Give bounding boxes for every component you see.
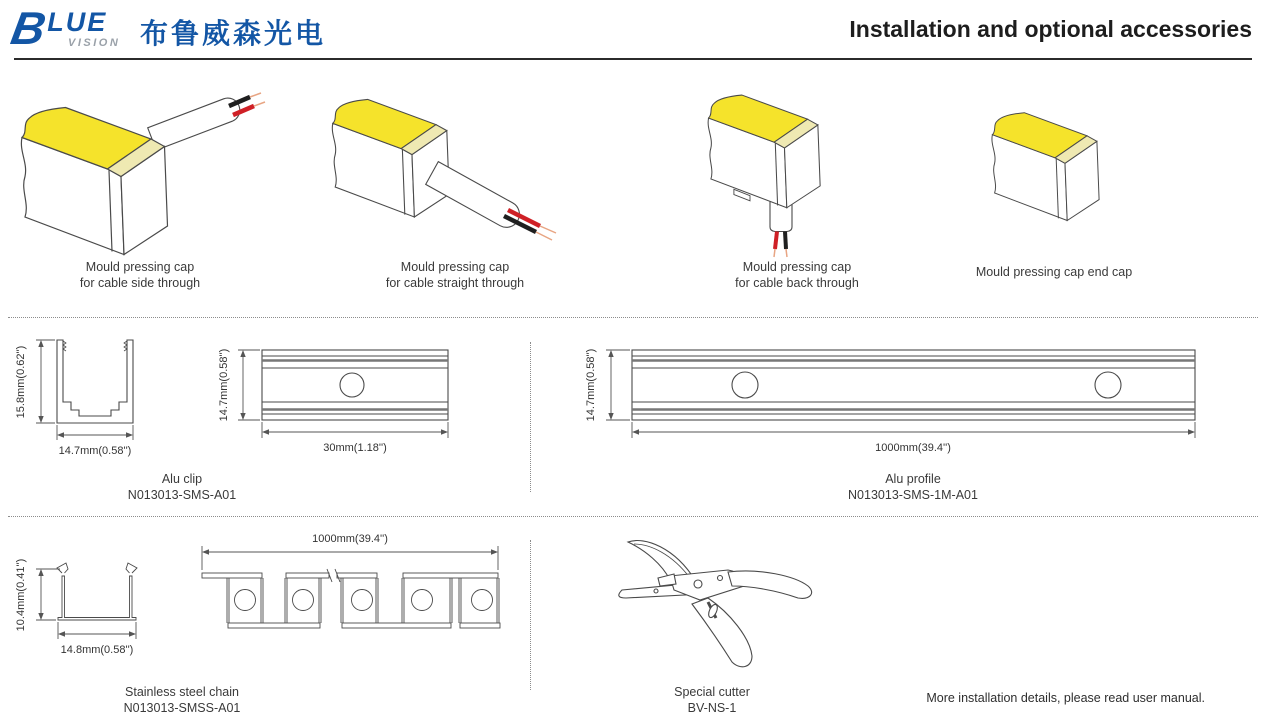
- chain-top-view: [185, 528, 520, 643]
- neon-block: [992, 113, 1099, 221]
- width-dimension: [57, 425, 133, 457]
- caption-alu-profile: Alu profile N013013-SMS-1M-A01: [848, 472, 978, 502]
- clip-width-label: 14.7mm(0.58''): [58, 445, 132, 457]
- cap-straight-through-figure: [320, 85, 590, 260]
- caption-alu-clip: Alu clip N013013-SMS-A01: [127, 472, 237, 502]
- chain-width-label: 14.8mm(0.58''): [60, 644, 134, 656]
- cap-back-through-figure: [690, 85, 905, 265]
- height-dimension: [15, 559, 60, 632]
- column-divider-2: [530, 540, 531, 690]
- width-dimension: [58, 622, 136, 656]
- chain-cross-section: [10, 545, 210, 670]
- logo-lue-text: LUE: [47, 7, 108, 37]
- length-dimension: [632, 422, 1195, 454]
- wires: [774, 232, 787, 258]
- page-title: Installation and optional accessories: [849, 16, 1252, 42]
- profile-height-label: 14.7mm(0.58''): [585, 348, 597, 422]
- clip-length-label: 30mm(1.18''): [323, 442, 387, 454]
- chain-links: [202, 569, 500, 628]
- length-dimension: [262, 422, 448, 454]
- clip-height-label: 15.8mm(0.62''): [15, 345, 27, 419]
- chain-height-label: 10.4mm(0.41''): [15, 558, 27, 632]
- logo-b-glyph: B: [7, 2, 50, 54]
- alu-profile-drawing: [570, 332, 1220, 472]
- height-dimension: [218, 349, 260, 422]
- header-rule: [14, 58, 1252, 60]
- neon-block: [21, 108, 167, 255]
- caption-chain: Stainless steel chain N013013-SMSS-A01: [123, 685, 241, 715]
- column-divider-1: [530, 342, 531, 492]
- caption-cap-side: Mould pressing cap for cable side through: [79, 260, 201, 290]
- neon-block: [332, 99, 449, 217]
- caption-cap-straight: Mould pressing cap for cable straight through: [385, 260, 525, 290]
- neon-block: [708, 95, 820, 208]
- logo-chinese-text: 布鲁威森光电: [140, 18, 327, 49]
- height-dimension: [585, 349, 630, 422]
- height-dimension: [15, 340, 55, 423]
- chain-length-label: 1000mm(39.4''): [312, 533, 388, 545]
- section-divider-2: [8, 516, 1258, 517]
- alu-clip-top-view: [215, 332, 465, 472]
- special-cutter-figure: [600, 528, 830, 678]
- alu-clip-cross-section: [10, 332, 210, 472]
- section-divider-1: [8, 317, 1258, 318]
- brand-logo: [7, 2, 327, 58]
- clip-top-height-label: 14.7mm(0.58''): [218, 348, 230, 422]
- caption-cap-end: Mould pressing cap end cap: [975, 265, 1133, 279]
- length-dimension: [202, 533, 498, 570]
- caption-cutter: Special cutter BV-NS-1: [674, 685, 750, 715]
- profile-length-label: 1000mm(39.4''): [875, 442, 951, 454]
- cap-side-through-figure: [12, 85, 282, 260]
- cap-end-figure: [970, 95, 1130, 230]
- logo-vision-text: VISION: [68, 37, 121, 49]
- cable-cylinder: [148, 98, 240, 150]
- caption-cap-back: Mould pressing cap for cable back through: [735, 260, 859, 290]
- user-manual-note: More installation details, please read user manual.: [926, 691, 1205, 705]
